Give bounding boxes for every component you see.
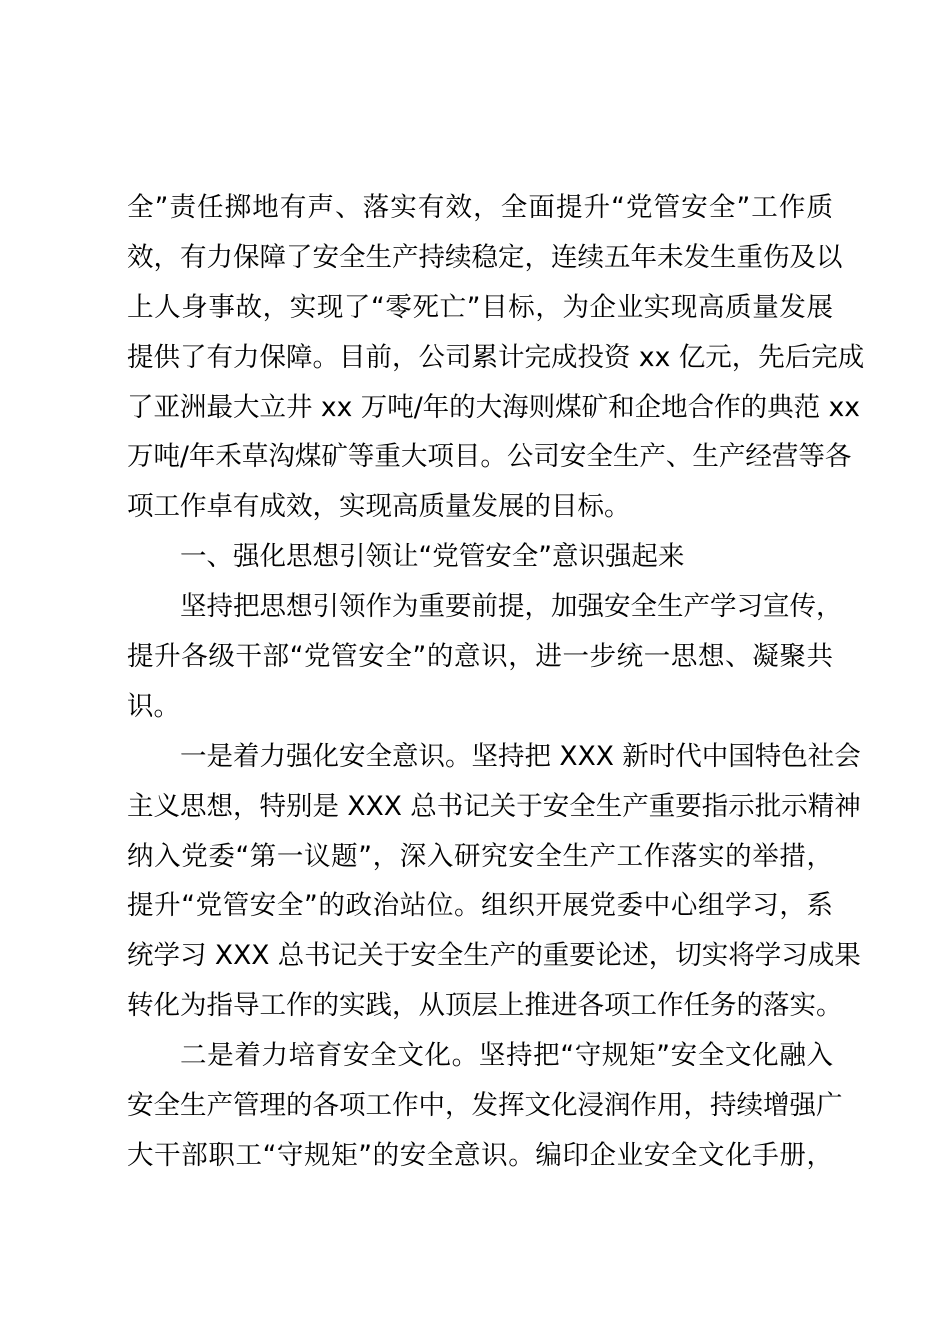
text-line: 一是着力强化安全意识。坚持把 XXX 新时代中国特色社会 xyxy=(180,740,861,772)
text-line: 转化为指导工作的实践，从顶层上推进各项工作任务的落实。 xyxy=(127,990,843,1022)
text-line: 上人身事故，实现了“零死亡”目标，为企业实现高质量发展 xyxy=(127,291,833,323)
text-line: 识。 xyxy=(127,690,180,722)
paragraph-section-intro xyxy=(127,582,843,732)
text-line: 二是着力培育安全文化。坚持把“守规矩”安全文化融入 xyxy=(180,1040,833,1072)
paragraph-point-1 xyxy=(127,732,861,1031)
text-line: 万吨/年禾草沟煤矿等重大项目。公司安全生产、生产经营等各 xyxy=(127,441,852,473)
text-line: 了亚洲最大立井 xx 万吨/年的大海则煤矿和企地合作的典范 xx xyxy=(127,391,860,423)
section-heading xyxy=(127,532,833,582)
text-line: 提供了有力保障。目前，公司累计完成投资 xx 亿元，先后完成 xyxy=(127,341,865,373)
text-line: 安全生产管理的各项工作中，发挥文化浸润作用，持续增强广 xyxy=(127,1090,843,1122)
paragraph-point-2 xyxy=(127,1031,843,1181)
paragraph-intro xyxy=(127,183,865,532)
text-line: 大干部职工“守规矩”的安全意识。编印企业安全文化手册， xyxy=(127,1139,833,1171)
document-body xyxy=(127,183,865,1181)
text-line: 项工作卓有成效，实现高质量发展的目标。 xyxy=(127,491,631,523)
text-line: 坚持把思想引领作为重要前提，加强安全生产学习宣传， xyxy=(180,591,843,623)
text-line: 统学习 XXX 总书记关于安全生产的重要论述，切实将学习成果 xyxy=(127,940,861,972)
text-line: 效，有力保障了安全生产持续稳定，连续五年未发生重伤及以 xyxy=(127,241,843,273)
text-line: 提升各级干部“党管安全”的意识，进一步统一思想、凝聚共 xyxy=(127,641,833,673)
text-line: 提升“党管安全”的政治站位。组织开展党委中心组学习，系 xyxy=(127,890,833,922)
text-line: 全”责任掷地有声、落实有效，全面提升“党管安全”工作质 xyxy=(127,192,833,223)
heading-line: 一、强化思想引领让“党管安全”意识强起来 xyxy=(180,541,685,573)
text-line: 纳入党委“第一议题”，深入研究安全生产工作落实的举措， xyxy=(127,840,833,872)
text-line: 主义思想，特别是 XXX 总书记关于安全生产重要指示批示精神 xyxy=(127,790,861,822)
